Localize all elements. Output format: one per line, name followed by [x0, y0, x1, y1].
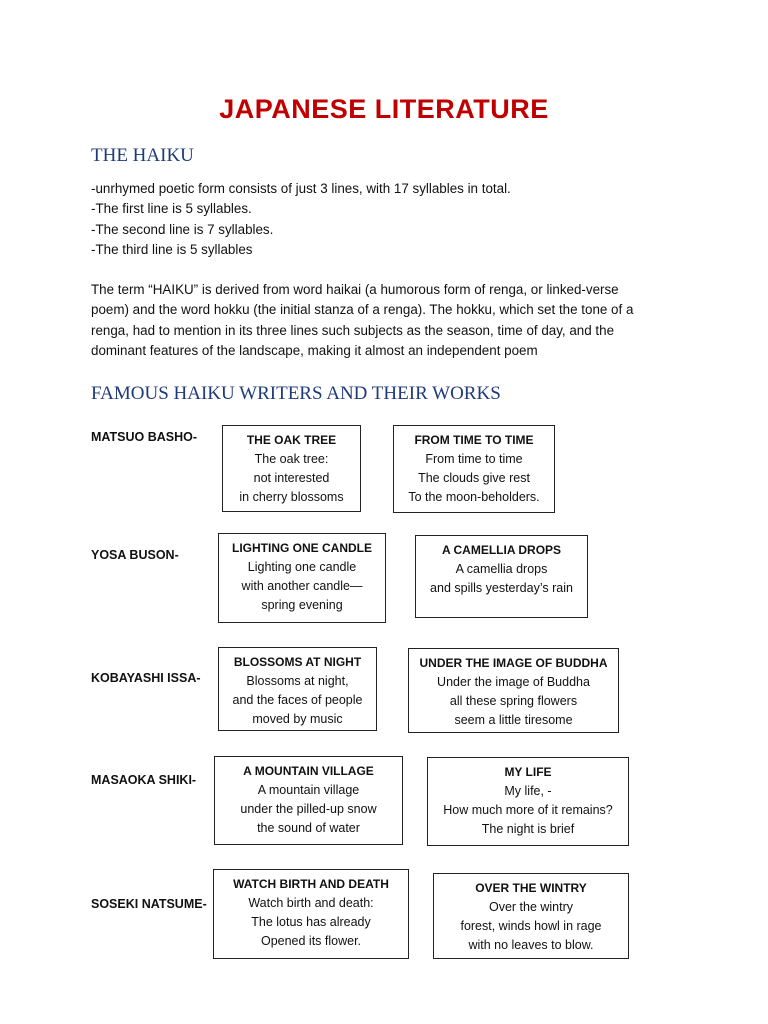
- haiku-title: LIGHTING ONE CANDLE: [232, 541, 372, 555]
- haiku-line: From time to time: [425, 452, 523, 466]
- haiku-line: Blossoms at night,: [246, 674, 349, 688]
- haiku-line: The oak tree:: [254, 452, 329, 466]
- haiku-title: MY LIFE: [504, 765, 552, 779]
- haiku-box: [427, 757, 629, 846]
- document-title: JAPANESE LITERATURE: [219, 94, 549, 124]
- haiku-line: Over the wintry: [488, 900, 574, 914]
- haiku-title: WATCH BIRTH AND DEATH: [233, 877, 389, 891]
- haiku-line: The clouds give rest: [418, 471, 530, 485]
- haiku-line: A camellia drops: [455, 562, 548, 576]
- haiku-line: with no leaves to blow.: [468, 938, 594, 952]
- haiku-line: all these spring flowers: [449, 694, 578, 708]
- haiku-box: [213, 869, 409, 959]
- haiku-title: UNDER THE IMAGE OF BUDDHA: [419, 656, 608, 670]
- haiku-line: the sound of water: [257, 821, 360, 835]
- rule-line: -unrhymed poetic form consists of just 3 lines, with 17 syllables in total.: [91, 181, 511, 196]
- haiku-box: [222, 425, 361, 512]
- haiku-box: [415, 535, 588, 618]
- haiku-line: Under the image of Buddha: [437, 675, 590, 689]
- haiku-line: How much more of it remains?: [443, 803, 613, 817]
- haiku-line: A mountain village: [257, 783, 360, 797]
- rule-line: -The first line is 5 syllables.: [91, 201, 252, 217]
- haiku-line: not interested: [253, 471, 330, 485]
- haiku-line: with another candle—: [241, 579, 363, 593]
- haiku-line: The night is brief: [481, 822, 575, 836]
- paragraph-line: dominant features of the landscape, making it almost an independent poem: [91, 343, 538, 359]
- haiku-line: spring evening: [261, 598, 343, 612]
- haiku-origin-paragraph: [91, 280, 671, 362]
- haiku-line: and spills yesterday’s rain: [430, 581, 573, 595]
- paragraph-line: renga, had to mention in its three lines such subjects as the season, time of day, and the: [91, 322, 615, 338]
- haiku-line: Opened its flower.: [260, 934, 362, 948]
- section-heading-writers: FAMOUS HAIKU WRITERS AND THEIR WORKS: [91, 383, 501, 404]
- haiku-line: moved by music: [252, 712, 343, 726]
- haiku-line: seem a little tiresome: [454, 713, 573, 727]
- haiku-line: To the moon-beholders.: [408, 490, 540, 504]
- haiku-line: and the faces of people: [232, 693, 363, 707]
- writer-name: KOBAYASHI ISSA-: [91, 671, 201, 685]
- haiku-title: A CAMELLIA DROPS: [441, 543, 562, 557]
- writer-name: MASAOKA SHIKI-: [91, 773, 197, 787]
- paragraph-line: The term “HAIKU” is derived from word haikai (a humorous form of renga, or linked-verse: [91, 282, 619, 297]
- haiku-title: OVER THE WINTRY: [475, 881, 587, 895]
- haiku-box: [433, 873, 629, 959]
- haiku-title: A MOUNTAIN VILLAGE: [243, 764, 374, 778]
- haiku-rules-list: [91, 179, 671, 261]
- haiku-line: The lotus has already: [251, 915, 371, 929]
- haiku-line: Lighting one candle: [247, 560, 357, 574]
- haiku-title: THE OAK TREE: [246, 433, 337, 447]
- haiku-title: BLOSSOMS AT NIGHT: [233, 655, 362, 669]
- writer-name: SOSEKI NATSUME-: [91, 897, 207, 911]
- writer-name: YOSA BUSON-: [91, 548, 179, 562]
- haiku-box: [408, 648, 619, 733]
- haiku-line: Watch birth and death:: [248, 896, 374, 910]
- rule-line: -The third line is 5 syllables: [91, 242, 253, 258]
- haiku-line: in cherry blossoms: [239, 490, 344, 504]
- haiku-title: FROM TIME TO TIME: [414, 433, 534, 447]
- haiku-line: under the pilled-up snow: [240, 802, 377, 816]
- haiku-box: [214, 756, 403, 845]
- rule-line: -The second line is 7 syllables.: [91, 221, 274, 237]
- haiku-box: [393, 425, 555, 513]
- haiku-line: forest, winds howl in rage: [460, 919, 602, 933]
- haiku-box: [218, 647, 377, 731]
- haiku-box: [218, 533, 386, 623]
- section-heading-haiku: THE HAIKU: [91, 145, 194, 166]
- writer-name: MATSUO BASHO-: [91, 430, 198, 444]
- paragraph-line: poem) and the word hokku (the initial stanza of a renga). The hokku, which set the tone of a: [91, 302, 634, 318]
- haiku-line: My life, -: [504, 784, 552, 798]
